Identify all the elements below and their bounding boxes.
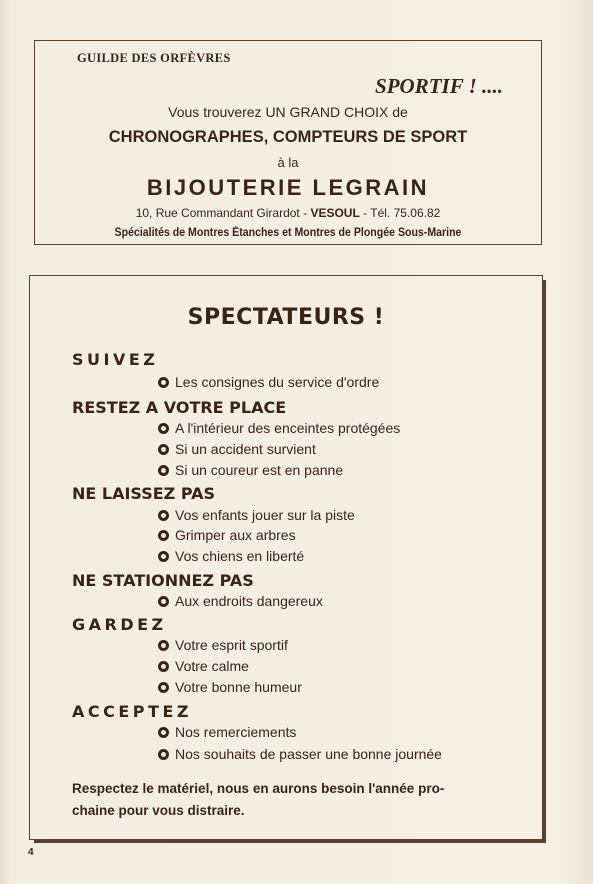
bullet-icon <box>158 661 169 672</box>
notice-title: SPECTATEURS ! <box>187 305 385 330</box>
bullet-icon <box>158 465 169 476</box>
list-item <box>158 420 400 436</box>
address-phone: - Tél. 75.06.82 <box>363 206 441 220</box>
footer-note-line: chaine pour vous distraire. <box>72 803 245 818</box>
list-item <box>158 548 304 564</box>
list-item <box>158 658 249 674</box>
list-item-text: Vos chiens en liberté <box>175 548 305 564</box>
list-item <box>158 746 442 762</box>
list-item-text: Si un accident survient <box>175 441 316 457</box>
ad-line-products: CHRONOGRAPHES, COMPTEURS DE SPORT <box>108 128 468 146</box>
list-item-text: Les consignes du service d'ordre <box>175 374 380 390</box>
list-item-text: Vos enfants jouer sur la piste <box>175 507 355 523</box>
shop-name: BIJOUTERIE LEGRAIN <box>146 175 430 200</box>
list-item <box>158 724 296 740</box>
list-item-text: Grimper aux arbres <box>175 527 296 543</box>
list-item <box>158 441 316 457</box>
bullet-icon <box>158 551 169 562</box>
bullet-icon <box>158 530 169 541</box>
list-item-text: Votre calme <box>175 658 249 674</box>
section-heading-ne-stationnez-pas: NE STATIONNEZ PAS <box>72 571 254 590</box>
bullet-icon <box>158 727 169 738</box>
sportif-heading: SPORTIF ! .... <box>375 74 503 98</box>
ad-line-choice: Vous trouverez UN GRAND CHOIX de <box>168 104 408 120</box>
guild-label: GUILDE DES ORFÈVRES <box>77 51 231 65</box>
bullet-icon <box>158 444 169 455</box>
address-street: 10, Rue Commandant Girardot - <box>135 206 308 220</box>
list-item <box>158 462 343 478</box>
section-heading-ne-laissez-pas: NE LAISSEZ PAS <box>72 484 216 503</box>
list-item-text: Nos remerciements <box>175 724 297 740</box>
bullet-icon <box>158 596 169 607</box>
list-item <box>158 637 288 653</box>
bullet-icon <box>158 510 169 521</box>
list-item <box>158 374 379 390</box>
bullet-icon <box>158 749 169 760</box>
page-number: 4 <box>28 847 34 858</box>
list-item-text: Nos souhaits de passer une bonne journée <box>175 746 442 762</box>
advertisement-box <box>34 40 542 245</box>
section-heading-gardez: GARDEZ <box>72 615 167 634</box>
list-item <box>158 593 323 609</box>
bullet-icon <box>158 682 169 693</box>
section-heading-restez: RESTEZ A VOTRE PLACE <box>72 398 287 417</box>
list-item <box>158 679 302 695</box>
list-item-text: Si un coureur est en panne <box>175 462 344 478</box>
bullet-icon <box>158 423 169 434</box>
list-item-text: Aux endroits dangereux <box>175 593 323 609</box>
shop-address <box>35 206 541 220</box>
list-item-text: A l'intérieur des enceintes protégées <box>175 420 401 436</box>
list-item-text: Votre bonne humeur <box>175 679 302 695</box>
ad-line-at: à la <box>277 155 299 170</box>
list-item <box>158 527 296 543</box>
shop-specialties: Spécialités de Montres Étanches et Montres de Plongée Sous-Marine <box>114 227 462 239</box>
bullet-icon <box>158 640 169 651</box>
footer-note-line: Respectez le matériel, nous en aurons besoin l'année pro- <box>72 781 445 796</box>
bullet-icon <box>158 377 169 388</box>
address-city: VESOUL <box>310 206 360 220</box>
spectators-notice-box <box>29 275 543 840</box>
list-item-text: Votre esprit sportif <box>175 637 288 653</box>
footer-note <box>72 778 512 822</box>
section-heading-suivez: SUIVEZ <box>72 350 159 369</box>
section-heading-acceptez: ACCEPTEZ <box>72 702 192 721</box>
list-item <box>158 507 355 523</box>
